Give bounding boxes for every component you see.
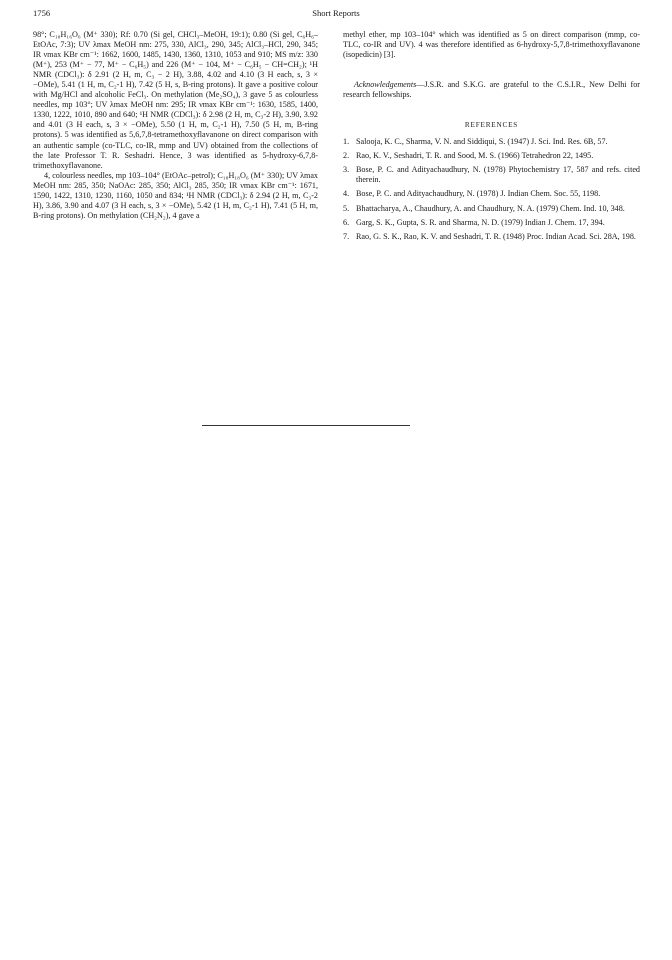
experimental-paragraph-compound-3: 98°; C₁₈H₁₆O₆ (M⁺ 330); Rf: 0.70 (Si gel, CHCl₃–MeOH, 19:1); 0.80 (Si gel, C₆H₆–EtOAc, 7:3); UV λmax MeOH nm: 275, 330, AlCl₃, 290, 345; AlCl₃–HCl, 290, 345; IR νmax KBr cm⁻¹: 1662, 1600, 1485, 1430, 1360, 1310, 1053 and 910; MS m/z: 330 (M⁺), 253 (M⁺ − 77, M⁺ − C₆H₅) and 226 (M⁺ − 104, M⁺ − C₆H₅ − CH=CH₂); ¹H NMR (CDCl₃): δ 2.91 (2 H, m, C₃ − 2 H), 3.88, 4.02 and 4.10 (3 H each, s, 3 × −OMe), 5.41 (1 H, m, C₂-1 H), 7.42 (5 H, s, B-ring protons). It gave a positive colour with Mg/HCl and alcoholic FeCl₃. On methylation (Me₂SO₄), 3 gave 5 as colourless needles, mp 103°; UV λmax MeOH nm: 295; IR νmax KBr cm⁻¹: 1630, 1585, 1400, 1330, 1222, 1010, 890 and 640; ¹H NMR (CDCl₃): δ 2.98 (2 H, m, C₃-2 H), 3.90, 3.92 and 4.01 (3 H each, s, 3 × −OMe), 5.50 (1 H, m, C₂-1 H), 7.50 (5 H, m, B-ring protons). 5 was identified as 5,6,7,8-tetramethoxyflavanone on direct comparison with an authentic sample (co-TLC, co-IR, mmp and UV) obtained from the collections of the late Professor T. R. Seshadri. Hence, 3 was identified as 5-hydroxy-6,7,8-trimethoxyflavanone. bbox=[33, 30, 318, 170]
right-column bbox=[343, 30, 640, 246]
running-title: Short Reports bbox=[312, 8, 360, 18]
reference-number: 2. bbox=[343, 151, 350, 161]
reference-text: Garg, S. K., Gupta, S. R. and Sharma, N. D. (1979) Indian J. Chem. 17, 394. bbox=[356, 217, 605, 227]
end-of-article-rule bbox=[202, 425, 410, 426]
reference-number: 7. bbox=[343, 231, 350, 241]
reference-number: 3. bbox=[343, 165, 350, 175]
reference-number: 4. bbox=[343, 189, 350, 199]
reference-number: 6. bbox=[343, 217, 350, 227]
reference-item bbox=[343, 165, 640, 185]
acknowledgements-text: —J.S.R. and S.K.G. are grateful to the C.S.I.R., New Delhi for research fellowships. bbox=[343, 80, 640, 100]
reference-text: Bose, P. C. and Adityachaudhury, N. (1978) Phytochemistry 17, 587 and refs. cited therein. bbox=[356, 165, 640, 185]
continued-paragraph: methyl ether, mp 103–104° which was identified as 5 on direct comparison (mmp, co-TLC, co-IR and UV). 4 was therefore identified as 6-hydroxy-5,7,8-trimethoxyflavanone (isopedicin) [3]. bbox=[343, 30, 640, 60]
references-heading: REFERENCES bbox=[464, 121, 519, 130]
reference-item bbox=[343, 189, 640, 199]
reference-item bbox=[343, 232, 640, 242]
left-column bbox=[33, 30, 318, 221]
reference-number: 1. bbox=[343, 137, 350, 147]
acknowledgements bbox=[343, 80, 640, 100]
reference-list bbox=[343, 137, 640, 241]
reference-text: Rao, K. V., Seshadri, T. R. and Sood, M. S. (1966) Tetrahedron 22, 1495. bbox=[356, 151, 594, 161]
page-number: 1756 bbox=[33, 8, 51, 18]
reference-item bbox=[343, 137, 640, 147]
reference-text: Bhattacharya, A., Chaudhury, A. and Chaudhury, N. A. (1979) Chem. Ind. 10, 348. bbox=[356, 203, 625, 213]
experimental-paragraph-compound-4: 4, colourless needles, mp 103–104° (EtOAc–petrol); C₁₈H₁₈O₆ (M⁺ 330); UV λmax MeOH nm: 285, 350; NaOAc: 285, 350; AlCl₃ 285, 350; IR νmax KBr cm⁻¹: 1671, 1590, 1422, 1310, 1230, 1160, 1050 and 834; ¹H NMR (CDCl₃): δ 2.94 (2 H, m, C₃-2 H), 3.86, 3.90 and 4.07 (3 H each, s, 3 × −OMe), 5.42 (1 H, m, C₂-1 H), 7.41 (5 H, m, B-ring protons). On methylation (CH₂N₂), 4 gave a bbox=[33, 170, 318, 220]
reference-number: 5. bbox=[343, 203, 350, 213]
reference-item bbox=[343, 151, 640, 161]
reference-text: Salooja, K. C., Sharma, V. N. and Siddiqui, S. (1947) J. Sci. Ind. Res. 6B, 57. bbox=[356, 137, 608, 147]
reference-item bbox=[343, 218, 640, 228]
reference-text: Bose, P. C. and Adityachaudhury, N. (1978) J. Indian Chem. Soc. 55, 1198. bbox=[356, 189, 601, 199]
reference-text: Rao, G. S. K., Rao, K. V. and Seshadri, T. R. (1948) Proc. Indian Acad. Sci. 28A, 198. bbox=[356, 231, 636, 241]
reference-item bbox=[343, 204, 640, 214]
acknowledgements-label: Acknowledgements bbox=[354, 80, 417, 90]
page-header bbox=[33, 8, 639, 22]
